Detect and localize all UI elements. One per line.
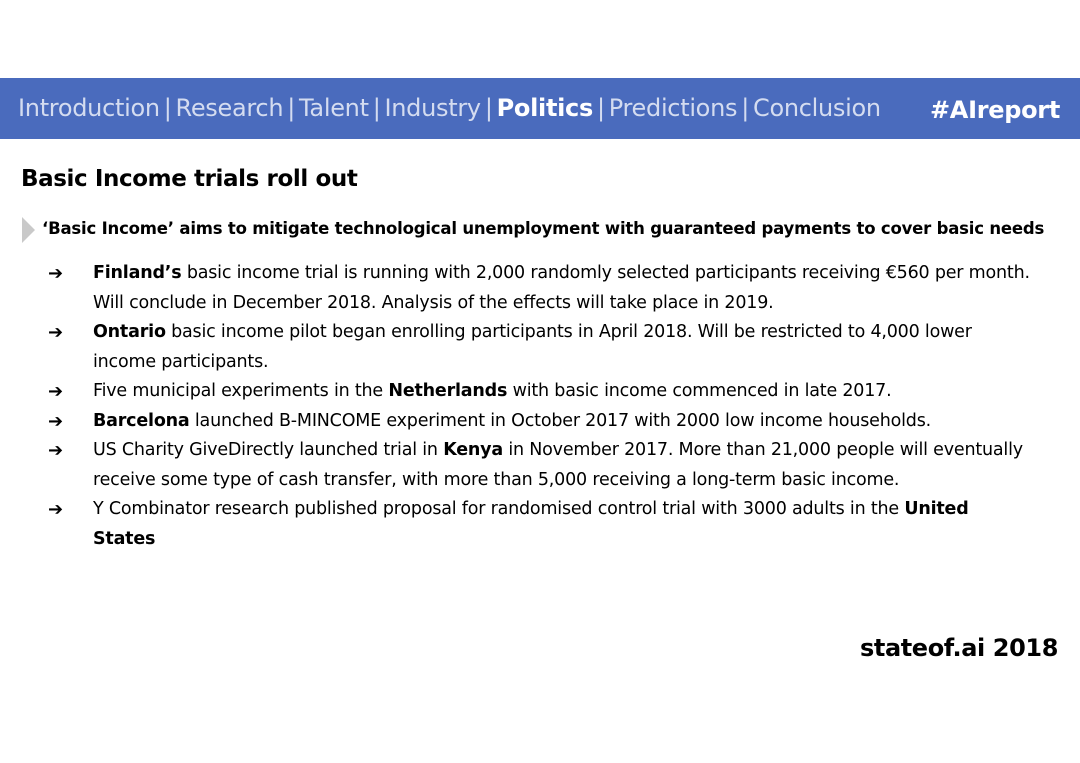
bullet-netherlands xyxy=(48,377,1033,407)
hashtag-label: #AIreport xyxy=(929,96,1060,124)
bullet-keyword: United States xyxy=(93,499,969,549)
nav-separator: | xyxy=(596,94,605,122)
bullet-kenya xyxy=(48,436,1033,495)
arrow-right-icon: ➔ xyxy=(48,440,63,461)
nav-separator: | xyxy=(741,94,749,122)
bullet-keyword: Netherlands xyxy=(388,381,508,401)
nav-item-research[interactable]: Research xyxy=(175,94,284,122)
arrow-right-icon: ➔ xyxy=(48,322,63,343)
bullet-keyword: Ontario xyxy=(93,322,166,342)
bullet-text: basic income trial is running with 2,000 randomly selected participants receiving €560 per month. Will conclude in December 2018. Analysis of the effects will take place in 2019. xyxy=(93,263,1030,313)
bullet-united-states xyxy=(48,495,1033,554)
bullet-text: launched B-MINCOME experiment in October 2017 with 2000 low income households. xyxy=(189,410,931,431)
bullet-text: basic income pilot began enrolling participants in April 2018. Will be restricted to 4,000 lower income participants. xyxy=(93,322,972,372)
arrow-right-icon: ➔ xyxy=(48,381,63,402)
lead-statement xyxy=(22,216,1062,244)
bullet-finland xyxy=(48,259,1033,318)
slide-title: Basic Income trials roll out xyxy=(21,166,358,192)
arrow-right-icon: ➔ xyxy=(48,263,63,284)
lead-text: ‘Basic Income’ aims to mitigate technological unemployment with guaranteed payments to cover basic needs xyxy=(42,219,1045,238)
bullet-text: in November 2017. More than 21,000 people will eventually receive some type of cash transfer, with more than 5,000 receiving a long-term basic income. xyxy=(93,440,1023,490)
arrow-right-icon: ➔ xyxy=(48,410,63,432)
triangle-marker-icon xyxy=(22,217,35,243)
nav-item-politics[interactable]: Politics xyxy=(496,94,593,122)
bullet-text-prefix: Y Combinator research published proposal for randomised control trial with 3000 adults in the xyxy=(93,499,905,519)
bullet-keyword: Kenya xyxy=(443,440,503,460)
nav-item-industry[interactable]: Industry xyxy=(384,94,481,122)
bullet-text-prefix: Five municipal experiments in the xyxy=(93,381,389,401)
section-nav xyxy=(18,78,881,139)
bullet-barcelona xyxy=(48,407,1033,437)
nav-separator: | xyxy=(372,94,381,122)
nav-separator: | xyxy=(484,94,493,122)
nav-item-predictions[interactable]: Predictions xyxy=(608,94,738,122)
footer-brand: stateof.ai 2018 xyxy=(859,634,1058,662)
arrow-right-icon: ➔ xyxy=(48,499,63,520)
bullet-text-prefix: US Charity GiveDirectly launched trial in xyxy=(93,440,444,460)
nav-item-talent[interactable]: Talent xyxy=(299,94,369,122)
nav-separator: | xyxy=(287,94,296,122)
bullet-text: with basic income commenced in late 2017. xyxy=(507,381,892,401)
nav-item-conclusion[interactable]: Conclusion xyxy=(752,94,881,122)
bullet-list xyxy=(48,259,1033,554)
section-nav-bar xyxy=(0,78,1080,139)
bullet-keyword: Barcelona xyxy=(93,410,190,431)
bullet-keyword: Finland’s xyxy=(93,263,182,283)
nav-separator: | xyxy=(163,94,172,122)
bullet-ontario xyxy=(48,318,1033,377)
nav-item-introduction[interactable]: Introduction xyxy=(18,94,160,122)
